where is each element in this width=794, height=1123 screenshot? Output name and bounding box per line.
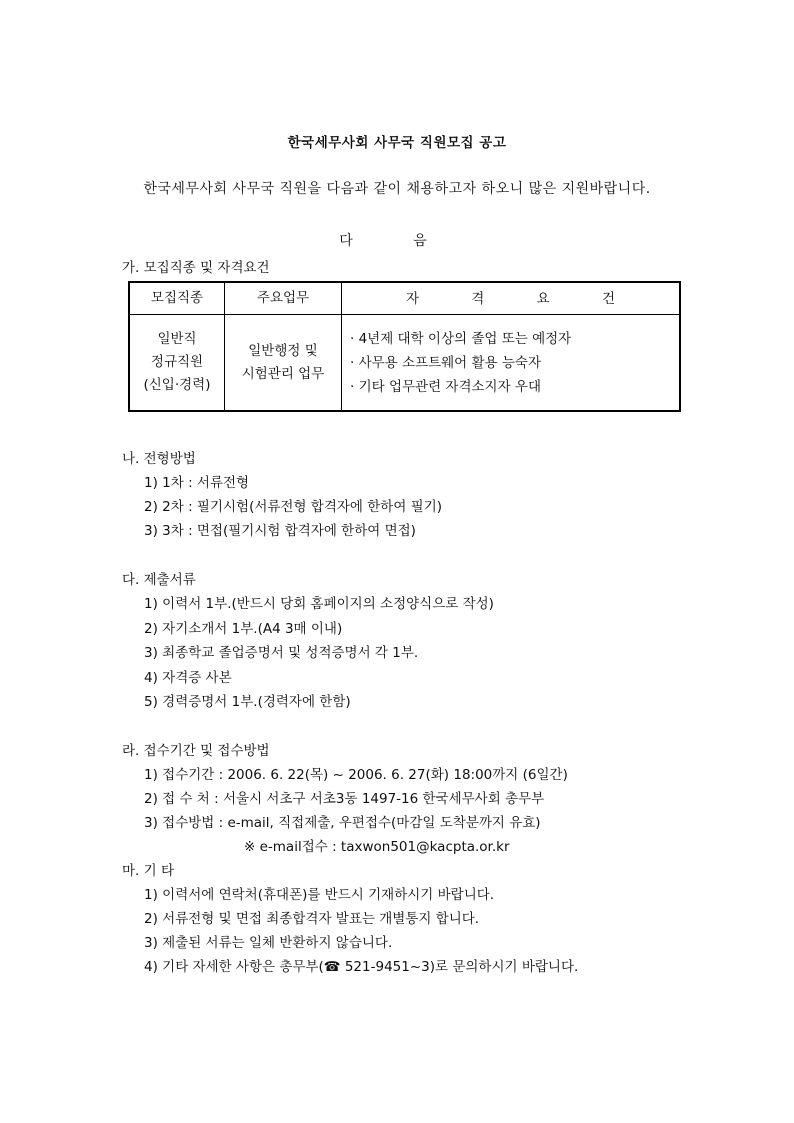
da-eum-heading: 다 음 — [339, 233, 455, 249]
job-type-line: (신입·경력) — [143, 377, 211, 393]
requirements-table — [128, 281, 681, 412]
list-item: 3) 제출된 서류는 일체 반환하지 않습니다. — [144, 935, 393, 951]
list-item: 2) 2차 : 필기시험(서류전형 합격자에 한하여 필기) — [144, 499, 443, 515]
list-item: 4) 자격증 사본 — [144, 670, 232, 686]
section-da-heading: 다. 제출서류 — [122, 572, 196, 588]
email-note: ※ e-mail접수 : taxwon501@kacpta.or.kr — [244, 839, 510, 855]
header-qualifications: 자 격 요 건 — [342, 282, 681, 315]
list-item: 1) 접수기간 : 2006. 6. 22(목) ~ 2006. 6. 27(화) 18:00까지 (6일간) — [144, 767, 568, 783]
job-type-line: 일반직 — [157, 331, 197, 347]
qualification-item: · 기타 업무관련 자격소지자 우대 — [350, 378, 541, 395]
section-na-heading: 나. 전형방법 — [122, 451, 196, 467]
list-item: 3) 3차 : 면접(필기시험 합격자에 한하여 면접) — [144, 523, 416, 539]
list-item: 4) 기타 자세한 사항은 총무부(☎ 521-9451~3)로 문의하시기 바랍니다. — [144, 959, 579, 975]
list-item: 1) 이력서 1부.(반드시 당회 홈페이지의 소정양식으로 작성) — [144, 596, 494, 612]
list-item: 2) 서류전형 및 면접 최종합격자 발표는 개별통지 합니다. — [144, 911, 480, 927]
qualification-item: · 사무용 소프트웨어 활용 능숙자 — [350, 354, 541, 371]
notice-title: 한국세무사회 사무국 직원모집 공고 — [287, 135, 507, 151]
cell-qualifications — [342, 315, 681, 412]
cell-job-type — [129, 315, 225, 412]
qualification-item: · 4년제 대학 이상의 졸업 또는 예정자 — [350, 330, 572, 347]
section-ma-heading: 마. 기 타 — [122, 863, 174, 879]
cell-duties — [225, 315, 342, 412]
header-job-type: 모집직종 — [129, 282, 225, 315]
list-item: 2) 자기소개서 1부.(A4 3매 이내) — [144, 621, 343, 637]
list-item: 5) 경력증명서 1부.(경력자에 한함) — [144, 694, 351, 710]
section-ra-heading: 라. 접수기간 및 접수방법 — [122, 743, 270, 759]
list-item: 1) 1차 : 서류전형 — [144, 475, 250, 491]
list-item: 2) 접 수 처 : 서울시 서초구 서초3동 1497-16 한국세무사회 총무부 — [144, 791, 545, 807]
duties-line: 일반행정 및 — [248, 342, 318, 359]
list-item: 3) 접수방법 : e-mail, 직접제출, 우편접수(마감일 도착분까지 유효) — [144, 815, 541, 831]
section-ga-heading: 가. 모집직종 및 자격요건 — [122, 260, 270, 276]
intro-paragraph: 한국세무사회 사무국 직원을 다음과 같이 채용하고자 하오니 많은 지원바랍니다. — [143, 181, 651, 197]
table-row — [129, 315, 680, 412]
header-duties: 주요업무 — [225, 282, 342, 315]
list-item: 1) 이력서에 연락처(휴대폰)를 반드시 기재하시기 바랍니다. — [144, 887, 495, 903]
list-item: 3) 최종학교 졸업증명서 및 성적증명서 각 1부. — [144, 645, 419, 661]
job-type-line: 정규직원 — [150, 354, 204, 370]
table-header-row — [129, 282, 680, 315]
duties-line: 시험관리 업무 — [241, 365, 325, 382]
